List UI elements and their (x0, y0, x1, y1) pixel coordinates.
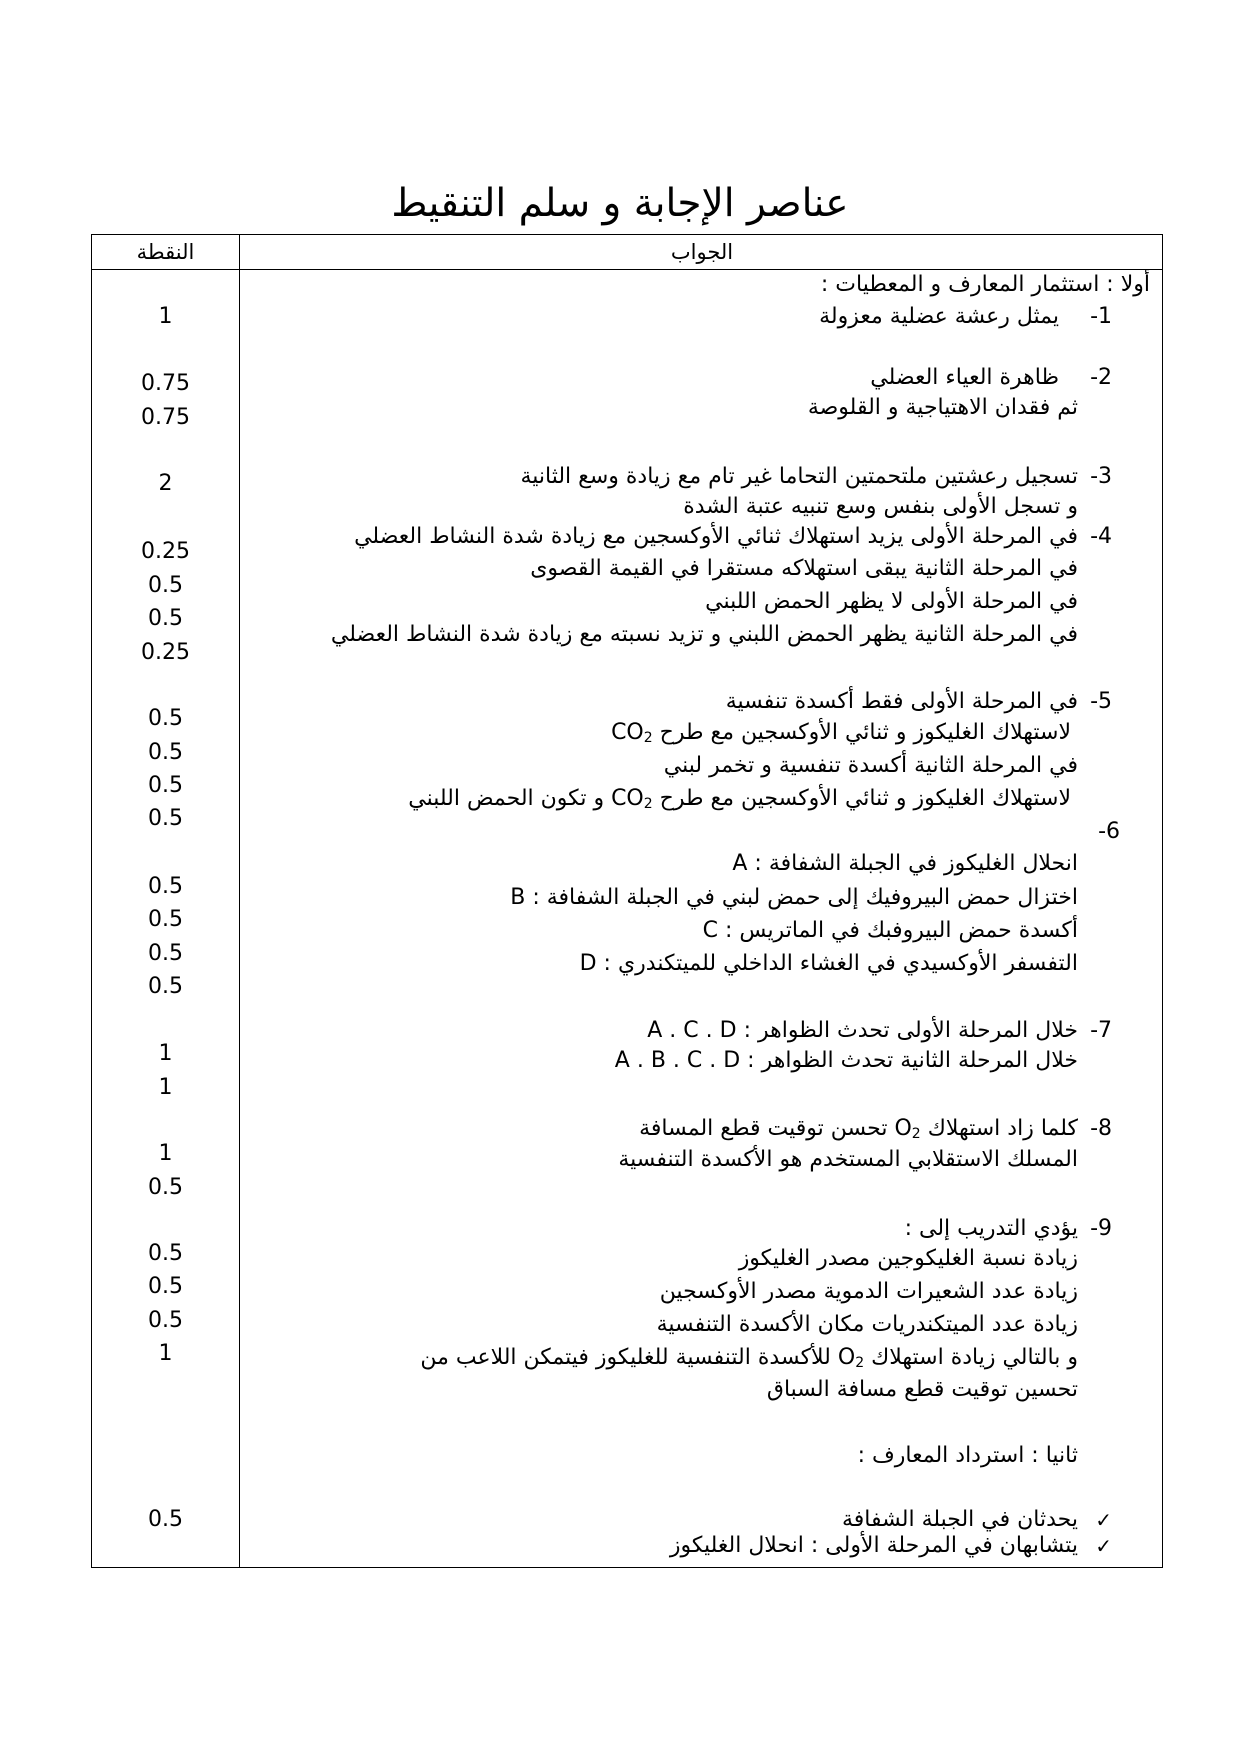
q2-line1: ظاهرة العياء العضلي (870, 365, 1059, 390)
k1-points: 0.5 (148, 1507, 183, 1532)
column-divider (239, 235, 240, 1567)
q5-number: -5 (1090, 689, 1112, 714)
q5-line3: في المرحلة الثانية أكسدة تنفسية و تخمر لبني (663, 753, 1078, 778)
q4-line1: في المرحلة الأولى يزيد استهلاك ثنائي الأوكسجين مع زيادة شدة النشاط العضلي (354, 524, 1078, 549)
q9-number: -9 (1090, 1216, 1112, 1241)
q9-line6: تحسين توقيت قطع مسافة السباق (766, 1377, 1078, 1402)
q7-line2: خلال المرحلة الثانية تحدث الظواهر : A . B . C . D (614, 1048, 1078, 1073)
q6-points-2: 0.5 (148, 907, 183, 932)
q8-line2: المسلك الاستقلابي المستخدم هو الأكسدة التنفسية (618, 1147, 1078, 1172)
q8-line1: كلما زاد استهلاك $O_2$ تحسن توقيت قطع المسافة (639, 1116, 1078, 1142)
k1-line2: يتشابهان في المرحلة الأولى : انحلال الغليكوز (669, 1533, 1078, 1558)
q9-line4: زيادة عدد الميتكندريات مكان الأكسدة التنفسية (656, 1312, 1078, 1337)
q6-number: -6 (1098, 819, 1120, 844)
q5-line1: في المرحلة الأولى فقط أكسدة تنفسية (725, 689, 1078, 714)
q5-points-3: 0.5 (148, 773, 183, 798)
q4-points-3: 0.5 (148, 606, 183, 631)
q1-number: -1 (1090, 304, 1112, 329)
q4-line4: في المرحلة الثانية يظهر الحمض اللبني و تزيد نسبته مع زيادة شدة النشاط العضلي (330, 622, 1078, 647)
q8-points-1: 1 (158, 1141, 173, 1166)
k1-line1: يحدثان في الجبلة الشفافة (841, 1507, 1078, 1532)
section1-title: أولا : استثمار المعارف و المعطيات : (820, 272, 1150, 297)
q6-line3: C : أكسدة حمض البيروفبك في الماتريس (702, 918, 1078, 943)
q7-line1: خلال المرحلة الأولى تحدث الظواهر : A . C . D (647, 1018, 1078, 1043)
q7-number: -7 (1090, 1018, 1112, 1043)
q6-points-3: 0.5 (148, 941, 183, 966)
q5-points-4: 0.5 (148, 806, 183, 831)
q4-points-1: 0.25 (141, 539, 190, 564)
q9-points-2: 0.5 (148, 1274, 183, 1299)
q3-line2: و تسجل الأولى بنفس وسع تنبيه عتبة الشدة (683, 494, 1078, 519)
q8-points-2: 0.5 (148, 1175, 183, 1200)
q2-line2: ثم فقدان الاهتياجية و القلوصة (807, 395, 1078, 420)
answer-column-header: الجواب (670, 240, 734, 264)
q5-line4: لاستهلاك الغليكوز و ثنائي الأوكسجين مع طرح $CO_2$ و تكون الحمض اللبني (408, 786, 1071, 812)
q1-points: 1 (158, 304, 173, 329)
q9-line5: و بالتالي زيادة استهلاك $O_2$ للأكسدة التنفسية للغليكوز فيتمكن اللاعب من (420, 1345, 1078, 1371)
q9-line2: زيادة نسبة الغليكوجين مصدر الغليكوز (738, 1246, 1078, 1271)
q7-points-2: 1 (158, 1075, 173, 1100)
q1-line1: يمثل رعشة عضلية معزولة (819, 304, 1059, 329)
q4-line3: في المرحلة الأولى لا يظهر الحمض اللبني (705, 589, 1078, 614)
checkmark-icon: ✓ (1095, 1534, 1112, 1558)
q2-points-2: 0.75 (141, 405, 190, 430)
q6-line1: A : انحلال الغليكوز في الجبلة الشفافة (732, 851, 1078, 876)
q9-points-4: 1 (158, 1341, 173, 1366)
q2-number: -2 (1090, 365, 1112, 390)
q9-line3: زيادة عدد الشعيرات الدموية مصدر الأوكسجين (659, 1279, 1078, 1304)
q7-points-1: 1 (158, 1041, 173, 1066)
q3-line1: تسجيل رعشتين ملتحمتين التحاما غير تام مع زيادة وسع الثانية (520, 464, 1078, 489)
q2-points-1: 0.75 (141, 371, 190, 396)
q9-points-3: 0.5 (148, 1308, 183, 1333)
q3-points: 2 (158, 471, 173, 496)
q6-points-4: 0.5 (148, 974, 183, 999)
answer-table (91, 234, 1163, 1568)
q6-line4: D : التفسفر الأوكسيدي في الغشاء الداخلي للميتكندري (579, 951, 1078, 976)
q4-points-2: 0.5 (148, 573, 183, 598)
q3-number: -3 (1090, 464, 1112, 489)
checkmark-icon: ✓ (1095, 1508, 1112, 1532)
q5-points-1: 0.5 (148, 706, 183, 731)
q4-number: -4 (1090, 524, 1112, 549)
page-title: عناصر الإجابة و سلم التنقيط (391, 181, 849, 226)
points-column-header: النقطة (136, 240, 195, 264)
q5-line2: لاستهلاك الغليكوز و ثنائي الأوكسجين مع طرح $CO_2$ (611, 720, 1071, 746)
q6-line2: B : اختزال حمض البيروفيك إلى حمض لبني في الجبلة الشفافة (510, 885, 1078, 910)
q4-line2: في المرحلة الثانية يبقى استهلاكه مستقرا في القيمة القصوى (530, 556, 1078, 581)
q8-number: -8 (1090, 1116, 1112, 1141)
q9-line1: يؤدي التدريب إلى : (904, 1216, 1078, 1241)
q6-points-1: 0.5 (148, 874, 183, 899)
section2-title: ثانيا : استرداد المعارف : (857, 1443, 1078, 1468)
q4-points-4: 0.25 (141, 640, 190, 665)
q9-points-1: 0.5 (148, 1241, 183, 1266)
q5-points-2: 0.5 (148, 740, 183, 765)
